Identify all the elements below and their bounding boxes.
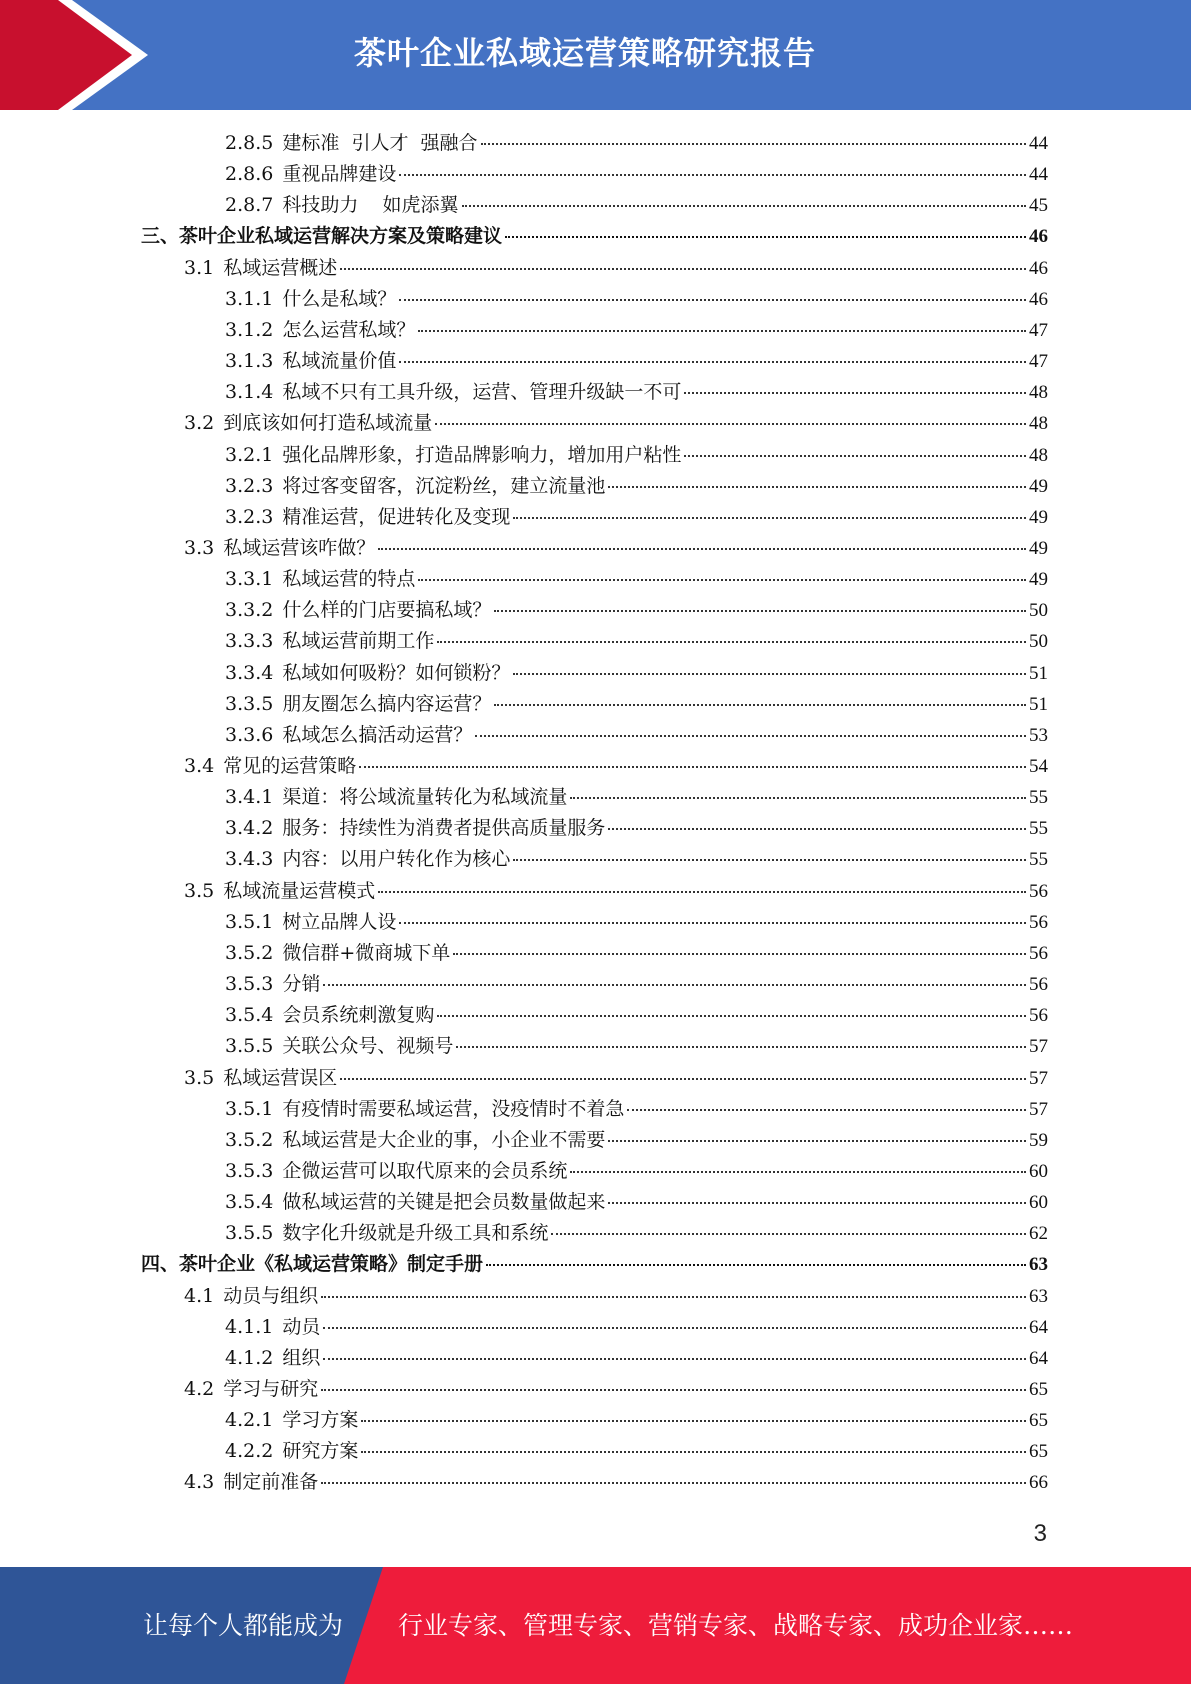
toc-dot-leader bbox=[321, 1389, 1026, 1391]
toc-entry-number: 4.1.1 bbox=[225, 1315, 274, 1338]
toc-dot-leader bbox=[462, 205, 1026, 207]
toc-dot-leader bbox=[399, 922, 1026, 924]
toc-entry-title: 会员系统刺激复购 bbox=[282, 1004, 435, 1027]
toc-entry-page: 44 bbox=[1029, 164, 1048, 186]
toc-entry-title: 数字化升级就是升级工具和系统 bbox=[282, 1222, 549, 1245]
toc-entry[interactable] bbox=[225, 1187, 1048, 1218]
toc-entry-title: 科技助力 如虎添翼 bbox=[282, 194, 459, 217]
toc-entry-page: 53 bbox=[1029, 724, 1048, 746]
toc-entry[interactable] bbox=[225, 284, 1048, 315]
toc-entry[interactable] bbox=[225, 720, 1048, 751]
toc-entry-number: 4.2.2 bbox=[225, 1440, 274, 1463]
toc-dot-leader bbox=[684, 455, 1026, 457]
toc-entry-page: 56 bbox=[1029, 880, 1048, 902]
toc-entry[interactable] bbox=[141, 221, 1048, 252]
toc-entry-number: 3.3.6 bbox=[225, 723, 274, 746]
toc-entry-number: 3.5.5 bbox=[225, 1222, 274, 1245]
toc-entry[interactable] bbox=[225, 502, 1048, 533]
toc-entry[interactable] bbox=[184, 408, 1048, 439]
page-number: 3 bbox=[1033, 1520, 1047, 1547]
toc-entry-page: 54 bbox=[1029, 756, 1048, 777]
toc-entry-page: 59 bbox=[1029, 1129, 1048, 1151]
toc-entry[interactable] bbox=[225, 377, 1048, 408]
toc-entry-title: 私域运营前期工作 bbox=[282, 630, 435, 653]
toc-dot-leader bbox=[453, 953, 1026, 955]
toc-entry[interactable] bbox=[225, 938, 1048, 969]
toc-entry[interactable] bbox=[141, 1249, 1048, 1280]
toc-entry[interactable] bbox=[225, 1094, 1048, 1125]
toc-entry-page: 65 bbox=[1029, 1379, 1048, 1400]
toc-entry-number: 4.3 bbox=[184, 1471, 215, 1494]
toc-entry-number: 3.2.1 bbox=[225, 443, 274, 466]
toc-entry-number: 3.1.4 bbox=[225, 381, 274, 404]
toc-entry-title: 强化品牌形象，打造品牌影响力，增加用户粘性 bbox=[282, 443, 682, 466]
toc-entry-page: 56 bbox=[1029, 974, 1048, 996]
toc-entry[interactable] bbox=[225, 689, 1048, 720]
toc-entry[interactable] bbox=[225, 159, 1048, 190]
toc-entry-page: 48 bbox=[1029, 382, 1048, 404]
toc-entry[interactable] bbox=[225, 1031, 1048, 1062]
toc-entry-number: 4.2 bbox=[184, 1378, 215, 1400]
toc-dot-leader bbox=[684, 392, 1026, 394]
toc-dot-leader bbox=[399, 299, 1026, 301]
toc-entry[interactable] bbox=[225, 907, 1048, 938]
toc-dot-leader bbox=[608, 486, 1026, 488]
toc-entry-title: 私域如何吸粉？如何锁粉？ bbox=[282, 661, 511, 684]
toc-entry-page: 62 bbox=[1029, 1223, 1048, 1245]
toc-entry-title: 私域怎么搞活动运营？ bbox=[282, 723, 473, 746]
toc-entry-title: 将过客变留客，沉淀粉丝，建立流量池 bbox=[282, 474, 606, 497]
page-footer bbox=[0, 1567, 1191, 1684]
toc-entry-number: 3.5 bbox=[184, 879, 215, 902]
toc-entry-page: 50 bbox=[1029, 631, 1048, 653]
toc-dot-leader bbox=[570, 797, 1026, 799]
toc-entry-number: 3.3 bbox=[184, 536, 215, 559]
toc-entry-number: 3.4.2 bbox=[225, 817, 274, 840]
toc-entry-title: 重视品牌建设 bbox=[282, 163, 397, 186]
toc-dot-leader bbox=[437, 641, 1026, 643]
toc-entry-number: 3.4 bbox=[184, 755, 215, 777]
toc-entry-title: 研究方案 bbox=[282, 1440, 359, 1463]
toc-entry-number: 2.8.6 bbox=[225, 163, 274, 186]
toc-entry-number: 3.1.1 bbox=[225, 287, 274, 310]
toc-dot-leader bbox=[323, 1327, 1026, 1329]
toc-entry-title: 到底该如何打造私域流量 bbox=[223, 412, 433, 435]
toc-dot-leader bbox=[513, 673, 1026, 675]
toc-entry-number: 3.5.4 bbox=[225, 1004, 274, 1027]
toc-entry-page: 56 bbox=[1029, 1005, 1048, 1027]
toc-entry-title: 企微运营可以取代原来的会员系统 bbox=[282, 1159, 568, 1182]
toc-entry-number: 3.3.3 bbox=[225, 630, 274, 653]
toc-entry-page: 66 bbox=[1029, 1472, 1048, 1494]
toc-entry-number: 3.2.3 bbox=[225, 505, 274, 528]
toc-entry-title: 四、茶叶企业《私域运营策略》制定手册 bbox=[141, 1253, 484, 1276]
toc-entry-number: 2.8.7 bbox=[225, 194, 274, 217]
toc-entry-page: 49 bbox=[1029, 475, 1048, 497]
toc-entry-title: 学习方案 bbox=[282, 1409, 359, 1432]
toc-entry-page: 60 bbox=[1029, 1192, 1048, 1214]
toc-entry[interactable] bbox=[225, 471, 1048, 502]
toc-dot-leader bbox=[494, 704, 1026, 706]
header-chevron-decoration bbox=[0, 0, 150, 110]
toc-dot-leader bbox=[513, 859, 1026, 861]
toc-dot-leader bbox=[608, 1202, 1026, 1204]
toc-entry-title: 私域运营的特点 bbox=[282, 568, 416, 591]
toc-dot-leader bbox=[359, 766, 1026, 768]
toc-entry-title: 私域运营误区 bbox=[223, 1066, 338, 1089]
toc-dot-leader bbox=[505, 236, 1026, 238]
toc-entry-page: 60 bbox=[1029, 1160, 1048, 1182]
toc-entry-number: 3.5.2 bbox=[225, 1128, 274, 1151]
toc-entry-number: 3.3.2 bbox=[225, 599, 274, 622]
toc-entry-title: 什么是私域？ bbox=[282, 287, 397, 310]
toc-dot-leader bbox=[486, 1264, 1026, 1266]
toc-entry-title: 私域运营该咋做？ bbox=[223, 536, 376, 559]
toc-entry-title: 制定前准备 bbox=[223, 1471, 319, 1494]
toc-entry-number: 3.5.1 bbox=[225, 910, 274, 933]
toc-dot-leader bbox=[418, 330, 1026, 332]
toc-entry-title: 精准运营，促进转化及变现 bbox=[282, 505, 511, 528]
toc-dot-leader bbox=[323, 984, 1026, 986]
toc-entry-page: 63 bbox=[1029, 1254, 1048, 1276]
toc-entry-title: 服务：持续性为消费者提供高质量服务 bbox=[282, 817, 606, 840]
toc-entry[interactable] bbox=[225, 315, 1048, 346]
toc-entry-number: 3.3.4 bbox=[225, 661, 274, 684]
toc-dot-leader bbox=[378, 891, 1026, 893]
toc-entry-number: 3.2.3 bbox=[225, 474, 274, 497]
toc-entry-page: 64 bbox=[1029, 1316, 1048, 1338]
toc-entry-title: 私域运营是大企业的事，小企业不需要 bbox=[282, 1128, 606, 1151]
toc-entry-number: 3.5.2 bbox=[225, 941, 274, 964]
toc-entry-number: 3.5.3 bbox=[225, 973, 274, 996]
toc-entry-title: 什么样的门店要搞私域？ bbox=[282, 599, 492, 622]
toc-entry-page: 57 bbox=[1029, 1098, 1048, 1120]
toc-entry-number: 3.2 bbox=[184, 412, 215, 435]
toc-entry[interactable] bbox=[225, 1343, 1048, 1374]
toc-entry-title: 内容：以用户转化作为核心 bbox=[282, 848, 511, 871]
toc-entry[interactable] bbox=[225, 1000, 1048, 1031]
toc-entry-title: 学习与研究 bbox=[223, 1378, 319, 1400]
toc-entry[interactable] bbox=[184, 1374, 1048, 1405]
toc-entry-number: 3.3.5 bbox=[225, 692, 274, 715]
toc-entry-page: 46 bbox=[1029, 288, 1048, 310]
toc-dot-leader bbox=[378, 548, 1026, 550]
page-header bbox=[0, 0, 1191, 110]
toc-entry-number: 3.5.4 bbox=[225, 1191, 274, 1214]
toc-entry-page: 64 bbox=[1029, 1347, 1048, 1369]
toc-entry-page: 49 bbox=[1029, 506, 1048, 528]
toc-entry-page: 49 bbox=[1029, 537, 1048, 559]
toc-entry[interactable] bbox=[225, 1125, 1048, 1156]
toc-entry[interactable] bbox=[225, 782, 1048, 813]
report-title: 茶叶企业私域运营策略研究报告 bbox=[354, 34, 817, 72]
toc-dot-leader bbox=[513, 517, 1026, 519]
toc-entry-page: 46 bbox=[1029, 257, 1048, 279]
toc-entry-page: 45 bbox=[1029, 195, 1048, 217]
toc-entry-page: 47 bbox=[1029, 319, 1048, 341]
toc-entry-number: 3.4.3 bbox=[225, 848, 274, 871]
toc-dot-leader bbox=[340, 1078, 1026, 1080]
toc-entry[interactable] bbox=[225, 346, 1048, 377]
toc-entry-number: 3.5.5 bbox=[225, 1035, 274, 1058]
toc-entry-page: 55 bbox=[1029, 849, 1048, 871]
toc-dot-leader bbox=[437, 1015, 1026, 1017]
toc-entry-title: 树立品牌人设 bbox=[282, 910, 397, 933]
toc-entry-page: 57 bbox=[1029, 1036, 1048, 1058]
toc-dot-leader bbox=[551, 1233, 1026, 1235]
toc-entry-page: 46 bbox=[1029, 226, 1048, 248]
toc-entry[interactable] bbox=[225, 1436, 1048, 1467]
toc-entry-page: 65 bbox=[1029, 1441, 1048, 1463]
toc-entry-page: 56 bbox=[1029, 911, 1048, 933]
toc-entry-title: 私域流量运营模式 bbox=[223, 879, 376, 902]
toc-dot-leader bbox=[481, 143, 1026, 145]
toc-dot-leader bbox=[475, 735, 1026, 737]
toc-entry[interactable] bbox=[225, 595, 1048, 626]
toc-dot-leader bbox=[361, 1451, 1026, 1453]
toc-dot-leader bbox=[321, 1482, 1026, 1484]
toc-dot-leader bbox=[494, 610, 1026, 612]
toc-entry-title: 渠道：将公域流量转化为私域流量 bbox=[282, 786, 568, 809]
toc-entry[interactable] bbox=[184, 253, 1048, 284]
toc-entry[interactable] bbox=[225, 658, 1048, 689]
toc-entry-title: 常见的运营策略 bbox=[223, 755, 357, 777]
toc-entry-title: 私域不只有工具升级，运营、管理升级缺一不可 bbox=[282, 381, 682, 404]
toc-entry[interactable] bbox=[225, 969, 1048, 1000]
footer-slogan-left: 让每个人都能成为 bbox=[143, 1611, 344, 1640]
toc-entry[interactable] bbox=[225, 440, 1048, 471]
toc-dot-leader bbox=[323, 1358, 1026, 1360]
toc-entry[interactable] bbox=[225, 1405, 1048, 1436]
toc-entry-page: 55 bbox=[1029, 787, 1048, 809]
toc-entry-number: 3.5.1 bbox=[225, 1097, 274, 1120]
footer-slogan-right: 行业专家、管理专家、营销专家、战略专家、成功企业家…… bbox=[398, 1611, 1074, 1640]
toc-entry-title: 私域流量价值 bbox=[282, 350, 397, 373]
toc-entry[interactable] bbox=[225, 1156, 1048, 1187]
toc-dot-leader bbox=[608, 828, 1026, 830]
toc-entry[interactable] bbox=[225, 844, 1048, 875]
toc-entry-title: 朋友圈怎么搞内容运营？ bbox=[282, 692, 492, 715]
toc-entry-title: 私域运营概述 bbox=[223, 256, 338, 279]
toc-entry-title: 动员 bbox=[282, 1315, 321, 1338]
toc-entry-page: 51 bbox=[1029, 662, 1048, 684]
toc-entry-title: 做私域运营的关键是把会员数量做起来 bbox=[282, 1191, 606, 1214]
toc-entry-title: 建标准 引人才 强融合 bbox=[282, 132, 478, 154]
toc-entry-page: 55 bbox=[1029, 818, 1048, 840]
toc-entry-page: 51 bbox=[1029, 693, 1048, 715]
toc-entry-title: 分销 bbox=[282, 973, 321, 996]
toc-entry-number: 2.8.5 bbox=[225, 132, 274, 154]
toc-entry[interactable] bbox=[184, 1467, 1048, 1498]
toc-entry-page: 57 bbox=[1029, 1067, 1048, 1089]
toc-entry-number: 3.1.2 bbox=[225, 318, 274, 341]
toc-dot-leader bbox=[456, 1046, 1026, 1048]
toc-dot-leader bbox=[627, 1109, 1026, 1111]
toc-dot-leader bbox=[361, 1420, 1026, 1422]
toc-entry-title: 动员与组织 bbox=[223, 1284, 319, 1307]
toc-entry[interactable] bbox=[184, 1063, 1048, 1094]
toc-entry-page: 48 bbox=[1029, 413, 1048, 435]
toc-entry-page: 48 bbox=[1029, 444, 1048, 466]
toc-entry-page: 63 bbox=[1029, 1285, 1048, 1307]
toc-entry-page: 47 bbox=[1029, 351, 1048, 373]
toc-entry[interactable] bbox=[225, 190, 1048, 221]
toc-dot-leader bbox=[321, 1296, 1026, 1298]
toc-dot-leader bbox=[570, 1171, 1026, 1173]
toc-entry-number: 4.1.2 bbox=[225, 1346, 274, 1369]
toc-entry-page: 56 bbox=[1029, 942, 1048, 964]
toc-dot-leader bbox=[340, 268, 1026, 270]
toc-dot-leader bbox=[399, 174, 1026, 176]
toc-dot-leader bbox=[435, 423, 1026, 425]
toc-entry-page: 65 bbox=[1029, 1410, 1048, 1432]
toc-entry-number: 3.1 bbox=[184, 256, 215, 279]
toc-entry-title: 三、茶叶企业私域运营解决方案及策略建议 bbox=[141, 225, 503, 248]
toc-dot-leader bbox=[399, 361, 1026, 363]
toc-entry-number: 3.3.1 bbox=[225, 568, 274, 591]
toc-entry-page: 50 bbox=[1029, 600, 1048, 622]
toc-entry-number: 3.1.3 bbox=[225, 350, 274, 373]
toc-entry-number: 3.5.3 bbox=[225, 1159, 274, 1182]
toc-entry-number: 4.2.1 bbox=[225, 1409, 274, 1432]
toc-entry[interactable] bbox=[225, 626, 1048, 657]
toc-entry[interactable] bbox=[184, 533, 1048, 564]
toc-dot-leader bbox=[418, 579, 1026, 581]
toc-entry-title: 关联公众号、视频号 bbox=[282, 1035, 454, 1058]
toc-entry-title: 怎么运营私域？ bbox=[282, 318, 416, 341]
toc-entry-title: 有疫情时需要私域运营，没疫情时不着急 bbox=[282, 1097, 625, 1120]
toc-entry[interactable] bbox=[225, 1218, 1048, 1249]
toc-entry[interactable] bbox=[184, 876, 1048, 907]
toc-entry-title: 组织 bbox=[282, 1346, 321, 1369]
toc-entry-title: 微信群+微商城下单 bbox=[282, 941, 451, 964]
toc-entry-number: 3.4.1 bbox=[225, 786, 274, 809]
toc-entry[interactable] bbox=[225, 128, 1048, 159]
toc-entry[interactable] bbox=[225, 1312, 1048, 1343]
toc-entry-page: 44 bbox=[1029, 133, 1048, 154]
toc-entry-page: 49 bbox=[1029, 569, 1048, 591]
toc-entry[interactable] bbox=[184, 751, 1048, 782]
toc-entry-number: 3.5 bbox=[184, 1066, 215, 1089]
toc-entry-number: 4.1 bbox=[184, 1284, 215, 1307]
toc-entry[interactable] bbox=[225, 564, 1048, 595]
toc-dot-leader bbox=[608, 1140, 1026, 1142]
toc-entry[interactable] bbox=[225, 813, 1048, 844]
toc-entry[interactable] bbox=[184, 1281, 1048, 1312]
